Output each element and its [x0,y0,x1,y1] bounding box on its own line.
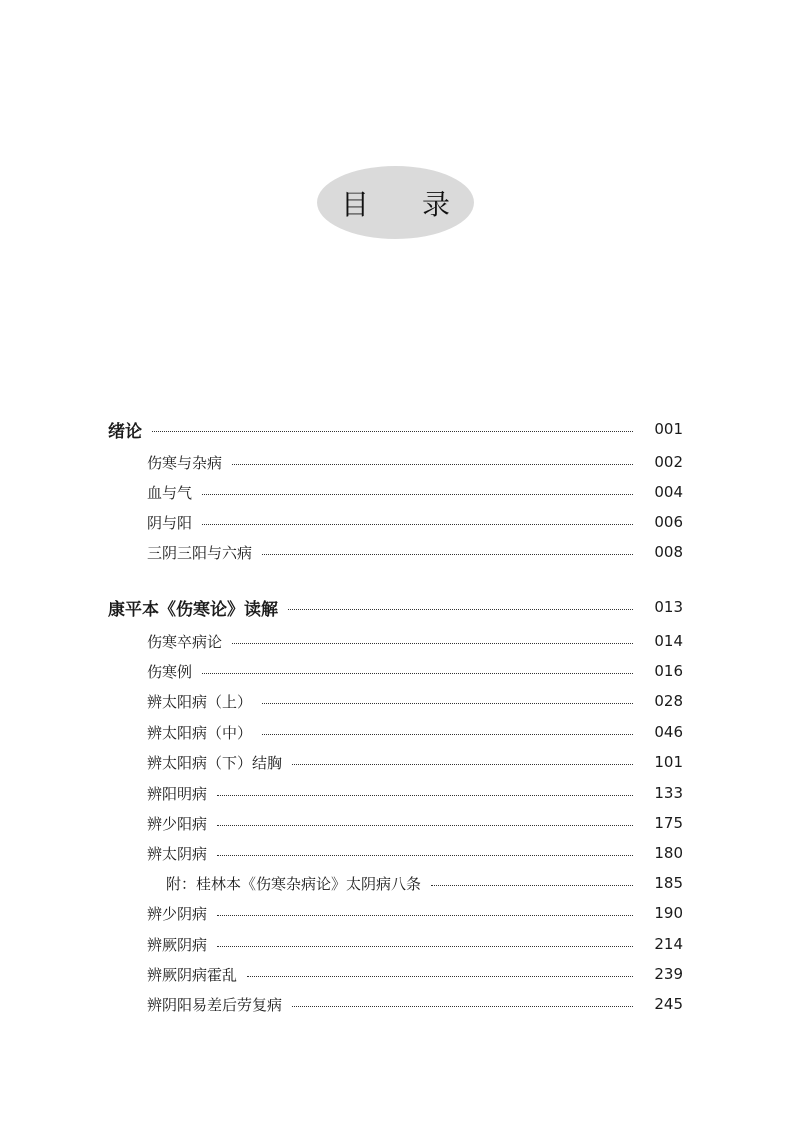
toc-entry[interactable] [0,962,800,986]
toc-leader-dots [262,734,633,735]
toc-entry-page: 004 [654,483,683,501]
toc-leader-dots [292,764,633,765]
toc-entry-label: 伤寒卒病论 [147,632,223,651]
toc-leader-dots [217,825,633,826]
toc-entry-label: 康平本《伤寒论》读解 [108,599,278,620]
toc-entry[interactable] [0,510,800,534]
toc-entry-label: 辨太阳病（中） [147,723,253,742]
toc-entry[interactable] [0,689,800,713]
toc-leader-dots [262,554,633,555]
toc-entry[interactable] [0,992,800,1016]
toc-entry[interactable] [0,480,800,504]
toc-entry-label: 三阴三阳与六病 [147,543,253,562]
toc-entry[interactable] [0,871,800,895]
toc-title: 目 录 [341,187,472,221]
toc-leader-dots [202,673,633,674]
toc-entry[interactable] [0,595,800,619]
toc-leader-dots [247,976,633,977]
toc-entry-label: 伤寒与杂病 [147,453,223,472]
toc-entry-page: 239 [654,965,683,983]
toc-entry[interactable] [0,811,800,835]
toc-entry-page: 028 [654,692,683,710]
toc-entry-label: 辨少阴病 [147,904,208,923]
toc-leader-dots [202,524,633,525]
toc-entry-page: 006 [654,513,683,531]
toc-leader-dots [288,609,633,610]
toc-leader-dots [431,885,633,886]
toc-entry-label: 伤寒例 [147,662,193,681]
toc-leader-dots [152,431,633,432]
toc-entry-label: 辨阴阳易差后劳复病 [147,995,283,1014]
toc-entry-page: 175 [654,814,683,832]
toc-entry-page: 185 [654,874,683,892]
toc-leader-dots [292,1006,633,1007]
toc-entry[interactable] [0,750,800,774]
toc-leader-dots [262,703,633,704]
toc-entry[interactable] [0,841,800,865]
toc-entry[interactable] [0,932,800,956]
toc-entry-label: 阴与阳 [147,513,193,532]
toc-leader-dots [202,494,633,495]
toc-entry[interactable] [0,417,800,441]
toc-entry-label: 辨厥阴病霍乱 [147,965,238,984]
toc-entry[interactable] [0,540,800,564]
toc-entry[interactable] [0,659,800,683]
toc-entry-page: 013 [654,598,683,616]
toc-entry[interactable] [0,720,800,744]
toc-entry[interactable] [0,781,800,805]
toc-leader-dots [217,915,633,916]
toc-entry-page: 133 [654,784,683,802]
toc-entry[interactable] [0,629,800,653]
toc-leader-dots [217,946,633,947]
toc-entry[interactable] [0,901,800,925]
toc-entry-page: 214 [654,935,683,953]
toc-entry-label: 辨太阳病（上） [147,692,253,711]
toc-leader-dots [217,855,633,856]
toc-entry-label: 血与气 [147,483,193,502]
toc-entry-page: 245 [654,995,683,1013]
toc-entry-label: 辨太阴病 [147,844,208,863]
toc-entry-label: 附：桂林本《伤寒杂病论》太阴病八条 [166,874,422,893]
toc-entry-label: 辨少阳病 [147,814,208,833]
toc-entry-page: 101 [654,753,683,771]
toc-entry-page: 016 [654,662,683,680]
toc-entry-page: 002 [654,453,683,471]
toc-entry-page: 190 [654,904,683,922]
toc-leader-dots [232,643,633,644]
toc-entry-page: 008 [654,543,683,561]
toc-entry-label: 辨阳明病 [147,784,208,803]
toc-entry-page: 180 [654,844,683,862]
toc-entry-page: 046 [654,723,683,741]
toc-entry-label: 辨厥阴病 [147,935,208,954]
toc-entry-label: 绪论 [108,421,142,442]
toc-entry-label: 辨太阳病（下）结胸 [147,753,283,772]
toc-entry[interactable] [0,450,800,474]
toc-entry-page: 001 [654,420,683,438]
toc-leader-dots [217,795,633,796]
toc-entry-page: 014 [654,632,683,650]
toc-leader-dots [232,464,633,465]
